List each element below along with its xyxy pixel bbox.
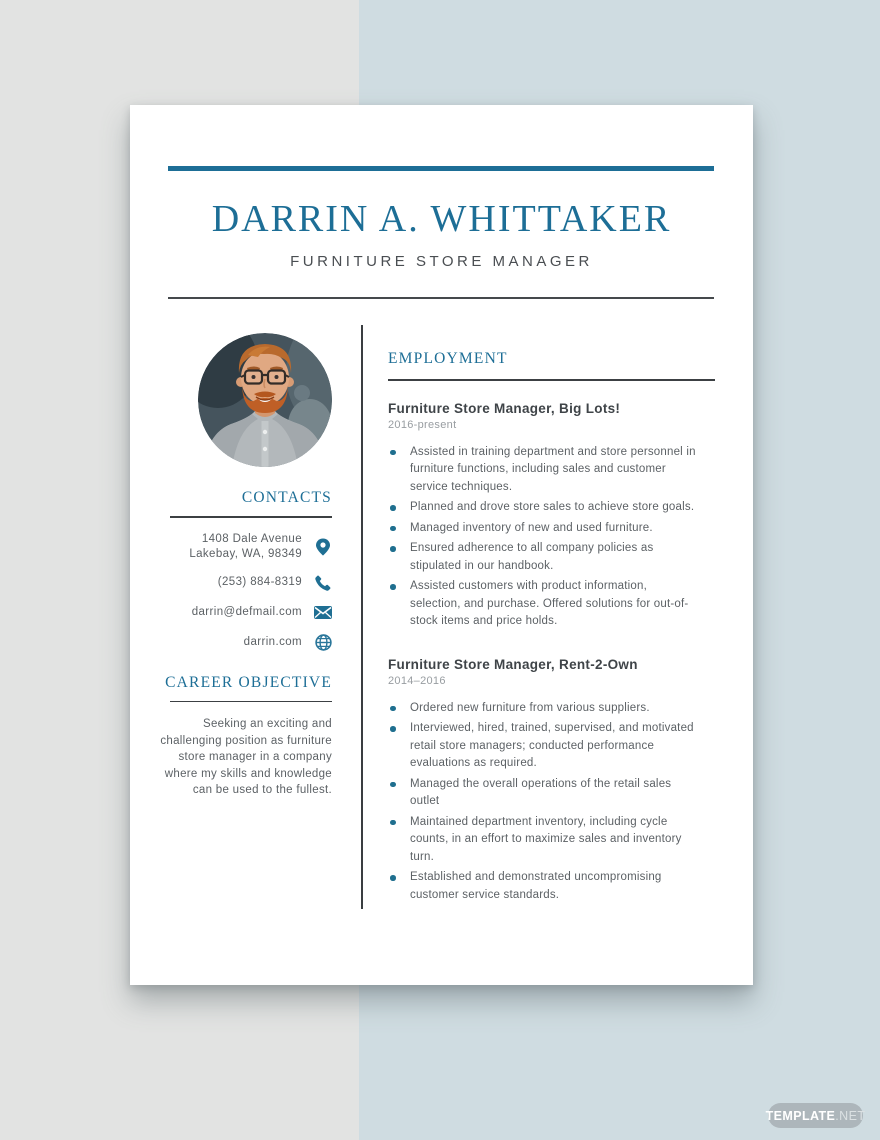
job-title: Furniture Store Manager, Big Lots! (388, 400, 621, 416)
job-bullet: Ensured adherence to all company policies as stipulated in our handbook. (388, 540, 700, 575)
job-bullet: Ordered new furniture from various suppliers. (388, 700, 700, 718)
template-net-watermark-badge[interactable] (765, 1103, 866, 1128)
job-entry-big-lots (388, 401, 715, 631)
contacts-heading-rule (170, 516, 332, 518)
contacts-heading: CONTACTS (241, 489, 332, 506)
career-objective-heading-rule (170, 701, 332, 703)
job-bullet: Planned and drove store sales to achieve store goals. (388, 499, 700, 517)
job-entry-rent-2-own (388, 657, 715, 905)
contact-row-email (130, 604, 332, 622)
career-objective-heading: CAREER OBJECTIVE (165, 673, 332, 691)
job-bullet: Interviewed, hired, trained, supervised, and motivated retail store managers; conducted performance evaluations as required. (388, 720, 700, 773)
job-bullet: Managed inventory of new and used furniture. (388, 520, 700, 538)
job-bullet: Managed the overall operations of the retail sales outlet (388, 776, 700, 811)
employment-heading: EMPLOYMENT (388, 350, 508, 367)
phone-icon (314, 574, 332, 592)
contact-address-text: 1408 Dale Avenue Lakebay, WA, 98349 (189, 532, 302, 560)
header-divider-rule (168, 297, 714, 299)
watermark-suffix-text: .NET (835, 1108, 866, 1123)
right-column (388, 350, 715, 907)
job-bullet: Established and demonstrated uncompromising customer service standards. (388, 869, 700, 904)
job-bullet: Assisted in training department and store personnel in furniture functions, including sales and customer service techniques. (388, 444, 700, 497)
job-bullet: Maintained department inventory, including cycle counts, in an effort to maximize sales and inventory turn. (388, 814, 700, 867)
contact-list (130, 532, 332, 652)
contact-row-phone (130, 574, 332, 592)
profile-photo-illustration (198, 333, 332, 467)
job-period: 2016-present (388, 418, 457, 431)
contact-row-address (130, 532, 332, 562)
header-accent-rule (168, 166, 714, 171)
resume-page (130, 105, 753, 985)
career-objective-text: Seeking an exciting and challenging position as furniture store manager in a company where my skills and knowledge can be used to the fullest. (160, 718, 332, 796)
contact-website-text: darrin.com (243, 636, 302, 648)
column-divider (361, 325, 363, 909)
job-period: 2014–2016 (388, 674, 446, 687)
location-pin-icon (314, 538, 332, 556)
email-icon (314, 604, 332, 622)
candidate-job-title: FURNITURE STORE MANAGER (290, 253, 593, 270)
globe-icon (314, 634, 332, 652)
employment-heading-rule (388, 379, 715, 381)
job-bullet: Assisted customers with product information, selection, and purchase. Offered solutions for out-of-stock items and price holds. (388, 578, 700, 631)
profile-photo (198, 333, 332, 467)
contact-email-text: darrin@defmail.com (191, 606, 302, 618)
job-bullet-list (388, 700, 700, 905)
left-column (130, 333, 332, 799)
job-title: Furniture Store Manager, Rent-2-Own (388, 656, 638, 672)
contact-row-website (130, 634, 332, 652)
candidate-name: DARRIN A. WHITTAKER (211, 198, 672, 240)
contact-phone-text: (253) 884-8319 (217, 576, 302, 588)
watermark-brand-text: TEMPLATE (765, 1108, 836, 1123)
job-bullet-list (388, 444, 700, 631)
